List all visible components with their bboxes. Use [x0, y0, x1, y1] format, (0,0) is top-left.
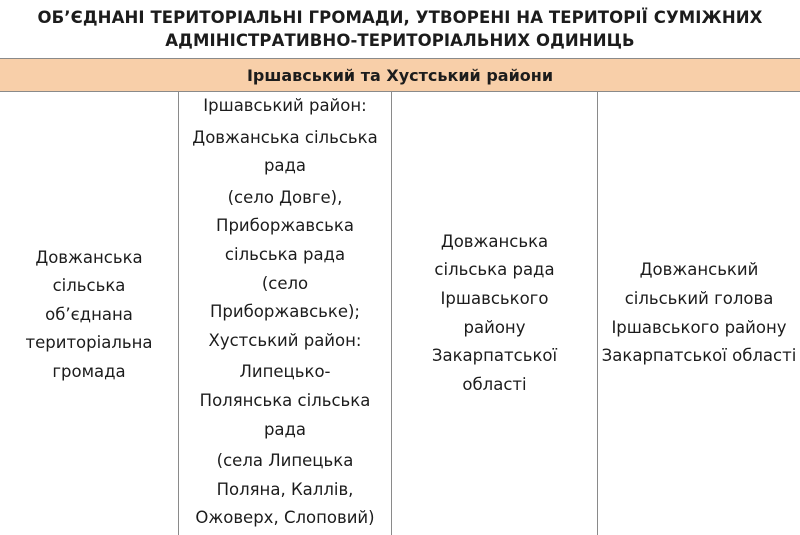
composition-line: рада: [263, 419, 307, 439]
composition-line: рада: [263, 156, 307, 176]
community-name-text: Довжанська сільська об’єднана територіальна громада: [25, 247, 153, 381]
cell-community-name: [0, 92, 178, 535]
cell-admin-center: [392, 92, 598, 535]
composition-line: Ожоверх, Слоповий): [195, 508, 375, 528]
composition-line: Приборжавська: [216, 216, 354, 236]
section-title: Іршавський та Хустський райони: [246, 65, 554, 85]
head-title-text: Довжанський сільський голова Іршавського району Закарпатської області: [601, 260, 797, 366]
page-title-line-2: АДМІНІСТРАТИВНО-ТЕРИТОРІАЛЬНИХ ОДИНИЦЬ: [165, 31, 635, 50]
cell-head-title: [598, 92, 800, 535]
composition-line: Іршавський район:: [203, 96, 367, 115]
page-title: [0, 0, 800, 58]
page-title-line-1: ОБ’ЄДНАНІ ТЕРИТОРІАЛЬНІ ГРОМАДИ, УТВОРЕНІ НА ТЕРИТОРІЇ СУМІЖНИХ: [37, 8, 763, 27]
composition-line: Липецько-: [239, 362, 331, 382]
composition-line: Полянська сільська: [199, 390, 371, 410]
composition-line: (села Липецька: [216, 451, 354, 471]
composition-line: Приборжавське);: [210, 302, 360, 322]
composition-line: (село Довге),: [227, 187, 343, 207]
table-row: [0, 92, 800, 535]
composition-line: Довжанська сільська: [192, 127, 378, 147]
admin-center-text: Довжанська сільська рада Іршавського району Закарпатської області: [431, 231, 558, 394]
section-header-row: [0, 58, 800, 92]
composition-line: Хустський район:: [208, 330, 362, 350]
composition-text: [181, 92, 389, 533]
composition-line: сільська рада: [224, 244, 346, 264]
composition-line: (село: [261, 273, 309, 293]
cell-composition: [178, 92, 392, 535]
composition-line: Поляна, Каллів,: [216, 479, 354, 499]
